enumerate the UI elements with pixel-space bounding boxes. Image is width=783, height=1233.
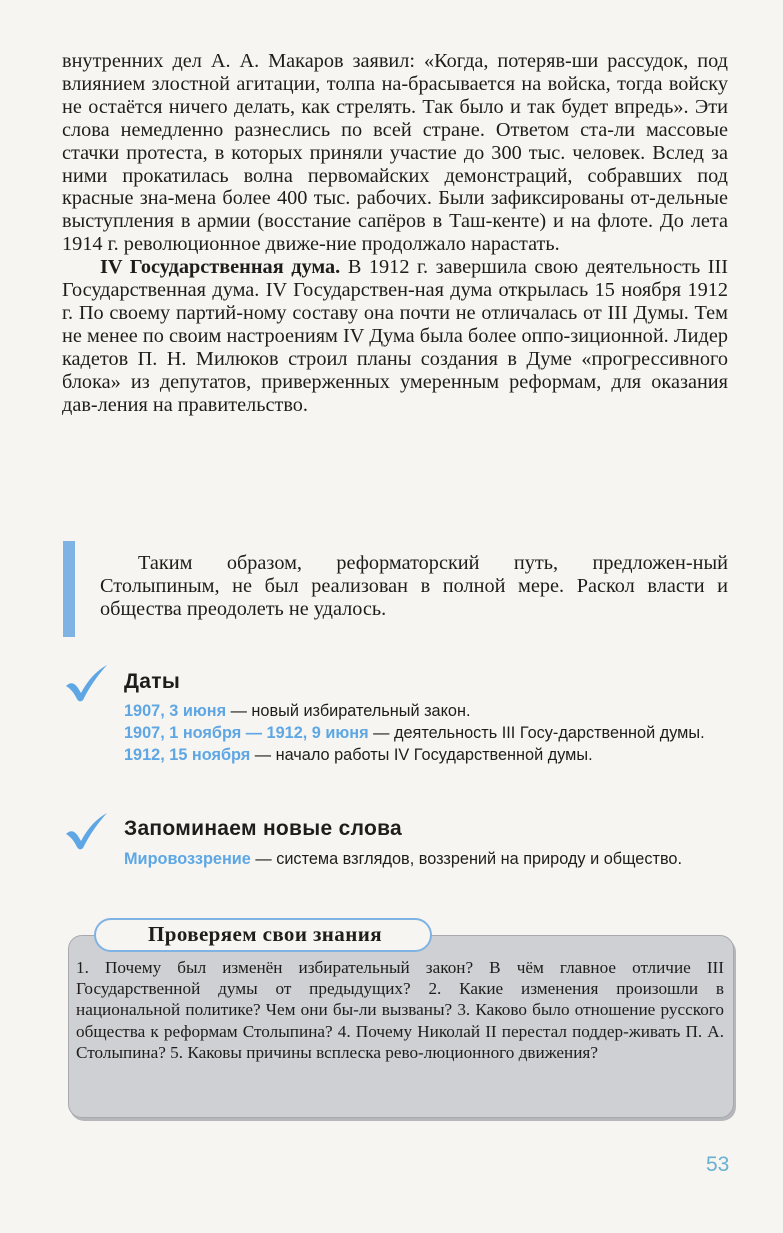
date-label: 1912, 15 ноября bbox=[124, 746, 251, 765]
summary-bar bbox=[63, 541, 75, 637]
date-item bbox=[124, 700, 730, 722]
date-description: — начало работы IV Государственной думы. bbox=[254, 746, 593, 765]
main-text bbox=[62, 50, 728, 417]
date-item bbox=[124, 744, 730, 766]
checkmark-icon bbox=[64, 812, 108, 850]
checkmark-icon bbox=[64, 664, 108, 702]
date-description: — новый избирательный закон. bbox=[230, 702, 471, 720]
paragraph-duma bbox=[62, 256, 728, 416]
date-description: — деятельность III Госу-дарственной думы. bbox=[373, 724, 705, 743]
date-label: 1907, 1 ноября — 1912, 9 июня bbox=[124, 724, 369, 743]
vocabulary-definition: — система взглядов, воззрений на природу и общество. bbox=[255, 850, 683, 868]
date-label: 1907, 3 июня bbox=[124, 702, 227, 720]
paragraph-duma-text: В 1912 г. завершила свою деятельность III Государственная дума. IV Государствен-ная дума открылась 15 ноября 1912 г. По своему партий-ному составу она почти не отличалась от III Думы. Тем не менее по своим настроениям IV Дума была более оппо-зиционной. Лидер кадетов П. Н. Милюков строил планы создания в Думе «прогрессивного блока» из депутатов, приверженных умеренным реформам, для оказания дав-ления на правительство. bbox=[62, 256, 729, 416]
words-heading: Запоминаем новые слова bbox=[124, 817, 403, 840]
summary-text: Таким образом, реформаторский путь, предложен-ный Столыпиным, не был реализован в полной мере. Раскол власти и общества преодолеть не удалось. bbox=[100, 552, 728, 620]
paragraph-continuation: внутренних дел А. А. Макаров заявил: «Когда, потеряв-ши рассудок, под влиянием злостной агитации, толпа на-брасывается на войска, тогда войску не остаётся ничего делать, как стрелять. Так было и так будет впредь». Эти слова немедленно разнеслись по всей стране. Ответом ста-ли массовые стачки протеста, в которых приняли участие до 300 тыс. человек. Вслед за ними прокатилась волна первомайских демонстраций, собравших под красные зна-мена более 400 тыс. рабочих. Были зафиксированы от-дельные выступления в армии (восстание сапёров в Таш-кенте) и на флоте. До лета 1914 г. революционное движе-ние продолжало нарастать. bbox=[62, 50, 728, 256]
date-item bbox=[124, 722, 730, 744]
dates-list bbox=[124, 700, 730, 767]
vocabulary-entry bbox=[124, 848, 730, 870]
run-in-heading: IV Государственная дума. bbox=[100, 256, 341, 279]
dates-heading: Даты bbox=[124, 670, 181, 693]
quiz-questions: 1. Почему был изменён избирательный закон? В чём главное отличие III Государственной думы от предыдущих? 2. Какие изменения произошли в национальной политике? Чем они бы-ли вызваны? 3. Каково было отношение русского общества к реформам Столыпина? 4. Почему Николай II перестал поддер-живать П. А. Столыпина? 5. Каковы причины всплеска рево-люционного движения? bbox=[76, 958, 724, 1062]
vocabulary-term: Мировоззрение bbox=[124, 850, 251, 868]
page-number: 53 bbox=[706, 1153, 730, 1176]
quiz-title: Проверяем свои знания bbox=[148, 922, 382, 946]
